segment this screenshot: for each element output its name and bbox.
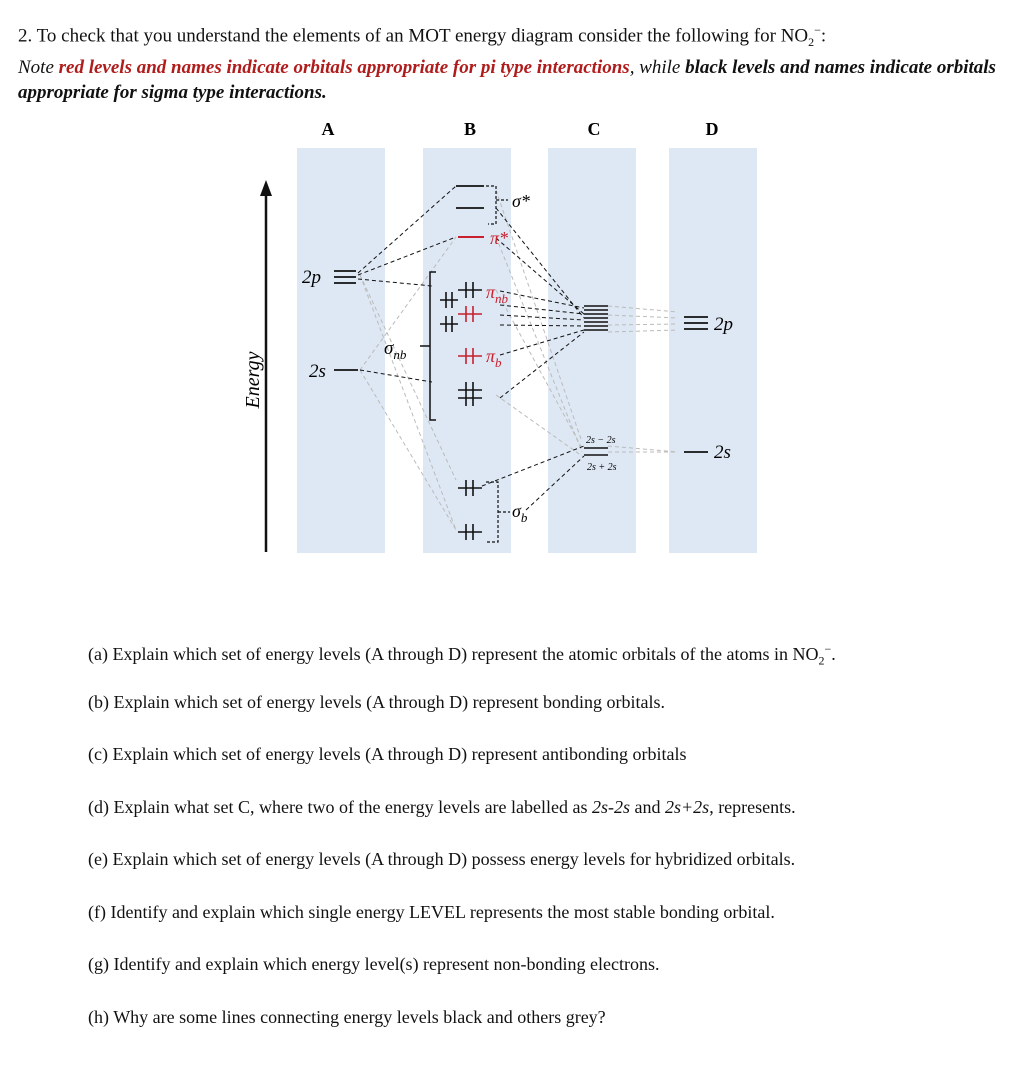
mot-energy-diagram bbox=[0, 100, 1013, 570]
question-f: (f) Identify and explain which single energy LEVEL represents the most stable bonding orbital. bbox=[88, 901, 775, 922]
column-header-c: C bbox=[587, 119, 601, 139]
panel-d bbox=[669, 148, 757, 553]
intro-line1: 2. To check that you understand the elements of an MOT energy diagram consider the following for $NO_2^-$: bbox=[18, 23, 827, 50]
question-d: (d) Explain what set C, where two of the energy levels are labelled as 2s-2s and 2s+2s, represents. bbox=[88, 796, 796, 817]
question-b: (b) Explain which set of energy levels (A through D) represent bonding orbitals. bbox=[88, 691, 666, 712]
col-c-lower-label: 2s + 2s bbox=[587, 462, 617, 473]
pi-nb-label: $\pi_{nb}$ bbox=[486, 282, 509, 306]
red-note: red levels and names indicate orbitals appropriate for pi type interactions bbox=[58, 57, 630, 79]
col-c-p-levels bbox=[584, 306, 608, 330]
col-d-2s-label: 2s bbox=[714, 442, 731, 463]
column-header-b: B bbox=[463, 119, 477, 139]
sigma-nb-label: $\sigma_{nb}$ bbox=[384, 338, 407, 362]
intro-text bbox=[18, 18, 1003, 105]
question-list bbox=[88, 636, 998, 1056]
question-e: (e) Explain which set of energy levels (A through D) possess energy levels for hybridized orbitals. bbox=[88, 849, 796, 869]
question-a: (a) Explain which set of energy levels (A through D) represent the atomic orbitals of the atoms in $NO_2^-$. bbox=[88, 642, 836, 668]
panel-a bbox=[297, 148, 385, 553]
question-c: (c) Explain which set of energy levels (A through D) represent antibonding orbitals bbox=[88, 744, 687, 764]
col-a-2p-label: 2p bbox=[302, 267, 321, 288]
energy-axis-arrow-icon bbox=[260, 180, 272, 196]
question-h: (h) Why are some lines connecting energy levels black and others grey? bbox=[88, 1006, 606, 1027]
pi-b-label: $\pi_b$ bbox=[486, 346, 502, 370]
sigma-b-label: $\sigma_b$ bbox=[512, 501, 528, 525]
intro-note: Note red levels and names indicate orbitals appropriate for pi type interactions, while black levels and names indicate orbitals appropriate for sigma type interactions. bbox=[18, 57, 996, 104]
energy-axis-label: Energy bbox=[242, 351, 264, 409]
sigma-star-label: σ* bbox=[512, 191, 530, 211]
column-header-d: D bbox=[705, 119, 719, 139]
black-note: black levels and names indicate orbitals appropriate for sigma type interactions. bbox=[18, 57, 996, 104]
col-d-2p-label: 2p bbox=[714, 314, 733, 335]
col-a-2s-label: 2s bbox=[309, 361, 326, 382]
pi-star-label: π* bbox=[490, 228, 509, 248]
col-c-upper-label: 2s − 2s bbox=[586, 435, 616, 446]
question-g: (g) Identify and explain which energy level(s) represent non-bonding electrons. bbox=[88, 954, 660, 974]
column-header-a: A bbox=[321, 119, 335, 139]
